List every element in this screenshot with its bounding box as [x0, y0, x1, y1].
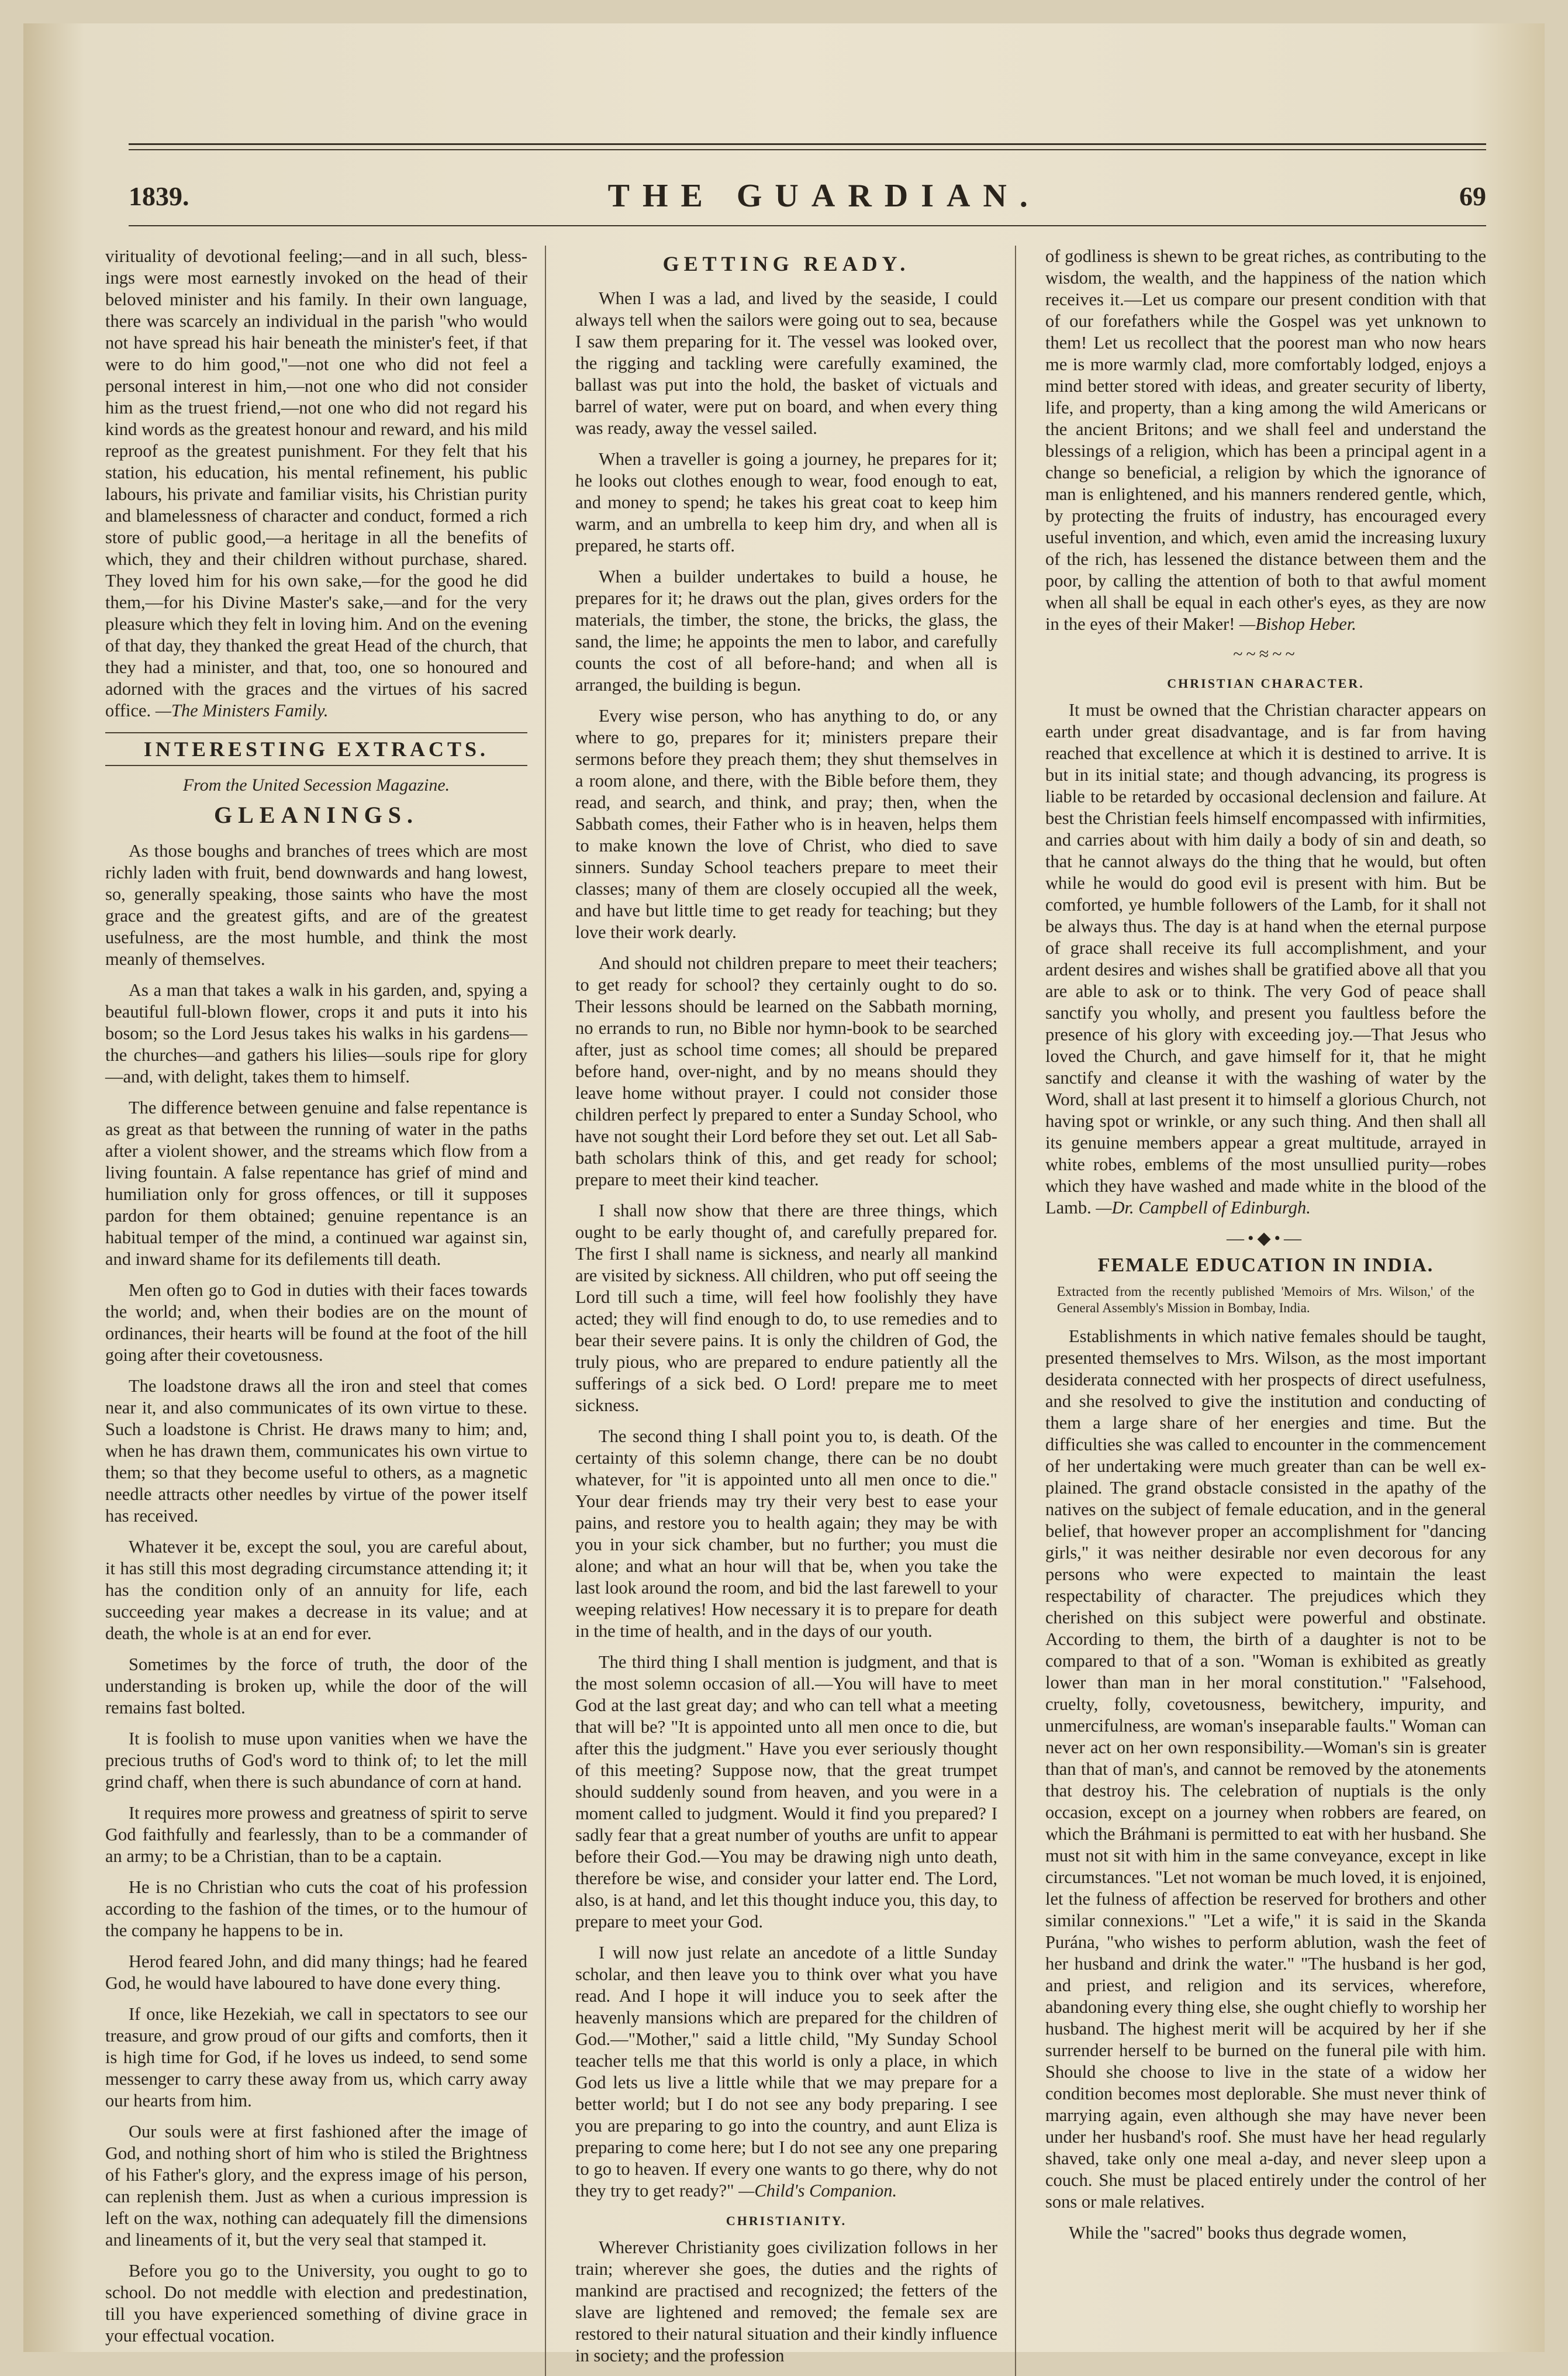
ornament-divider: ~~≈~~ [1233, 644, 1298, 664]
column-2 [575, 246, 1016, 2376]
header-year: 1839. [129, 181, 189, 211]
education-title: FEMALE EDUCATION IN INDIA. [1097, 1254, 1434, 1276]
gleaning-paragraph: If once, like Hezekiah, we call in spectators to see our treasure, and grow proud of our gifts and comforts, then it is high time for God, if he loves us indeed, to send some messenger to carry these away from us, which carry away our hearts from him. [105, 2004, 527, 2111]
column-1 [105, 246, 546, 2376]
header-rule-top-thin [129, 149, 1486, 150]
getting-ready-title: GETTING READY. [662, 252, 910, 275]
column-3 [1045, 246, 1486, 2376]
article-paragraph: The third thing I shall mention is judgment, and that is the most solemn occasion of all.—You will have to meet God at the last great day; and who can tell what a meeting that will be? "It is appointed unto all men once to die, but after this the judgment." Have you ever seriously thought of this meeting? Suppose now, that the great trumpet should suddenly sound from heaven, and you were in a moment called to judgment. Would it find you prepared? I sadly fear that a great number of youths are unfit to appear before their God.—You may be drawing nigh unto death, therefore be wise, and consider your latter end. The Lord, also, is at hand, and let this thought induce you, this day, to prepare to meet your God. [575, 1652, 997, 1932]
gleaning-paragraph: The difference between genuine and false repentance is as great as that between the running of water in the paths after a violent shower, and the streams which flow from a living fountain. A false repentance has grief of mind and humiliation only for gross offences, or till it supposes pardon for them obtained; genuine repentance is an habitual temper of the mind, a continued war against sin, and inward shame for its defilements till death. [105, 1098, 527, 1269]
article-paragraph: When I was a lad, and lived by the seaside, I could always tell when the sailors were going out to sea, because I saw them preparing for it. The vessel was looked over, the rigging and tackling were carefully examined, the ballast was put into the hold, the basket of victuals and barrel of water, were put on board, and when every thing was ready, away the vessel sailed. [575, 288, 997, 438]
article-paragraph: And should not children prepare to meet their teachers; to get ready for school? they certainly ought to do so. Their lessons should be learned on the Sabbath morning, no errands to run, no Bible nor hymn-book to be searched after, just as school time comes; all should be prepared before hand, over-night, and by no means should they leave home without prayer. I could not consider those children perfect ly prepared to enter a Sunday School, who have not sought their Lord before they set out. Let all Sabbath scholars think of this, and get ready for school; prepare to meet their kind teacher. [575, 953, 997, 1189]
anecdote-attribution: —Child's Companion. [738, 2181, 897, 2201]
columns [105, 246, 1486, 2365]
gleanings-title: GLEANINGS. [213, 802, 419, 828]
character-heading: CHRISTIAN CHARACTER. [1167, 676, 1365, 691]
character-text: It must be owned that the Christian character appears on earth under great disadvantage, and is far from having reached that excellence at which it is destined to arrive. It is but in its initial state; and though advancing, its progress is liable to be retarded by occasional declension and failure. At best the Christian feels himself encompassed with infirmities, and carries about with him daily a body of sin and death, so that he cannot always do the thing that he would, but often while he would do good evil is present with him. But be comforted, ye humble followers of the Lamb, for it shall not be always thus. The day is at hand when the eternal purpose of grace shall receive its full accomplishment, and your ardent desires and wishes shall be gratified above all that you are able to ask or to think. The very God of peace shall sanctify you wholly, and present you faultless before the presence of his glory with exceeding joy.—That Jesus who loved the Church, and gave himself for it, that he might sanctify and cleanse it with the washing of water by the Word, shall at last present it to himself a glorious Church, not having spot or wrinkle, or any such thing. And then shall all its genuine members appear a great multitude, arrayed in white robes, emblems of the most unsullied purity—robes which they have washed and made white in the blood of the Lamb. [1045, 700, 1486, 1218]
header-page-number: 69 [1459, 181, 1486, 211]
article-paragraph-last [575, 1942, 997, 2202]
header-rule-bottom [129, 225, 1486, 226]
gleaning-paragraph: Men often go to God in duties with their faces towards the world; and, when their bodies are on the mount of ordinances, their hearts will be found at the foot of the hill going after their covetousness. [105, 1280, 527, 1365]
header-rule-top [129, 143, 1486, 145]
gleaning-paragraph: Before you go to the University, you ought to go to school. Do not meddle with election and predestination, till you have experienced something of divine grace in your effectual vocation. [105, 2261, 527, 2346]
ornament-divider-2: —•◆•— [1226, 1229, 1305, 1248]
gleaning-paragraph: Whatever it be, except the soul, you are careful about, it has still this most degrading circumstance attending it; it has the condition only of an annuity for life, each succeeding year makes a decrease in its value; and at death, the whole is at an end for ever. [105, 1537, 527, 1643]
gleaning-paragraph: Herod feared John, and did many things; had he feared God, he would have laboured to have done every thing. [105, 1951, 527, 1993]
character-paragraph [1045, 699, 1486, 1219]
article-paragraph: The second thing I shall point you to, is death. Of the certainty of this solemn change, there can be no doubt whatever, for "it is appointed unto all men once to die." Your dear friends may try their very best to ease your pains, and restore you to health again; they may be with you in your sick chamber, but no further; you must die alone; and what an hour will that be, when you take the last look around the room, and bid the last farewell to your weeping relatives! How necessary it is to prepare for death in the time of health, and in the days of our youth. [575, 1426, 997, 1641]
gleaning-paragraph: The loadstone draws all the iron and steel that comes near it, and also communicates of its own virtue to these. Such a loadstone is Christ. He draws many to him; and, when he has drawn them, communicates his own virtue to them; so that they become useful to others, as a magnetic needle attracts other needles by virtue of the power itself has received. [105, 1376, 527, 1526]
gleaning-paragraph: He is no Christian who cuts the coat of his profession according to the fashion of the times, or to the humour of the company he happens to be in. [105, 1877, 527, 1940]
newspaper-page [23, 23, 1545, 2365]
page-header [129, 173, 1486, 219]
christianity-heading: CHRISTIANITY. [726, 2213, 847, 2228]
article-paragraph: When a traveller is going a journey, he prepares for it; he looks out clothes enough to wear, food enough to eat, and money to spend; he takes his great coat to keep him warm, and an umbrella to keep him dry, and when all is prepared, he starts off. [575, 449, 997, 556]
education-paragraph: While the "sacred" books thus degrade women, [1069, 2223, 1407, 2243]
article-paragraph: When a builder undertakes to build a house, he prepares for it; he draws out the plan, gives orders for the materials, the timber, the stone, the bricks, the glass, the sand, the lime; he appoints the men to labor, and carefully counts the cost of all before-hand; and when all is arranged, the building is begun. [575, 567, 997, 695]
gleaning-paragraph: It requires more prowess and greatness of spirit to serve God faithfully and fearlessly, than to be a commander of an army; to be a Christian, than to be a captain. [105, 1803, 527, 1866]
education-note: Extracted from the recently published 'Memoirs of Mrs. Wilson,' of the General Assembly's Mission in Bombay, India. [1057, 1284, 1474, 1315]
godliness-text: of godliness is shewn to be great riches, as contributing to the wisdom, the wealth, and the happiness of the nation which receives it.—Let us compare our present condition with that of our forefathers while the Gospel was yet unknown to them! Let us recollect that the poorest man who now hears me is more warmly clad, more comfortably lodged, enjoys a mind better stored with ideas, and greater security of liberty, life, and property, than a king among the wild Americans or the ancient Britons; and we shall feel and understand the blessings of a religion, which has been a principal agent in a change so beneficial, a religion by which the ignorance of man is enlightened, and his manners rendered gentle, which, by protecting the fruits of industry, has encouraged every useful invention, and which, even amid the increasing luxury of the rich, has lessened the distance between them and the poor, by calling the attention of both to that awful moment when all shall be equal in each other's eyes, as they are now in the eyes of their Maker! [1045, 246, 1486, 634]
article-paragraph: I shall now show that there are three things, which ought to be early thought of, and carefully prepared for. The first I shall name is sickness, and nearly all mankind are visited by sickness. All children, who put off seeing the Lord till such a time, will feel how foolishly they have acted; they will find enough to do, to use remedies and to bear their severe pains. It is only the children of God, the truly pious, who are prepared to endure patiently all the sufferings of a sick bed. O Lord! prepare me to meet sickness. [575, 1201, 997, 1415]
gleanings-source: From the United Secession Magazine. [182, 775, 450, 795]
gleaning-paragraph: Our souls were at first fashioned after the image of God, and nothing short of him who is stiled the Brightness of his Father's glory, and the express image of his person, can replenish them. Just as when a curious impression is left on the wax, nothing can adequately fill the dimensions and lineaments of it, but the very seal that stamped it. [105, 2122, 527, 2250]
gleaning-paragraph: As a man that takes a walk in his garden, and, spying a beautiful full-blown flower, crops it and puts it into his bosom; so the Lord Jesus takes his walks in his gardens—the churches—and gathers his lilies—souls ripe for glory—and, with delight, takes them to himself. [105, 980, 527, 1087]
character-attribution: —Dr. Campbell of Edinburgh. [1096, 1198, 1311, 1218]
anecdote-text: I will now just relate an ancedote of a little Sunday scholar, and then leave you to think over what you have read. And I hope it will induce you to seek after the heavenly mansions which are prepared for the children of God.—"Mother," said a little child, "My Sunday School teacher tells me that this world is only a place, in which God lets us live a little while that we may prepare for a better world; but I do not see any body preparing. I see you are preparing to go into the country, and aunt Eliza is preparing to come here; but I do not see any one preparing to go to heaven. If every one wants to go there, why do not they try to get ready?" [575, 1943, 997, 2201]
godliness-paragraph [1045, 246, 1486, 635]
gleaning-paragraph: It is foolish to muse upon vanities when we have the precious truths of God's word to think of; to let the mill grind chaff, when there is such abundance of corn at hand. [105, 1729, 527, 1792]
gleaning-paragraph: Sometimes by the force of truth, the door of the understanding is broken up, while the door of the will remains fast bolted. [105, 1654, 527, 1718]
section-heading-extracts: INTERESTING EXTRACTS. [105, 732, 527, 766]
header-title: THE GUARDIAN. [607, 178, 1041, 214]
article-paragraph: Every wise person, who has anything to do, or any where to go, prepares for it; ministers prepare their sermons before they preach them; they shut themselves in a room alone, and there, with the Bible before them, they read, and search, and think, and pray; then, when the Sabbath comes, their Father who is in heaven, helps them to make known the love of Christ, who died to save sinners. Sunday School teachers prepare to meet their classes; many of them are closely occupied all the week, and have but little time to get ready for teaching; but they love their work dearly. [575, 706, 997, 942]
gleaning-paragraph: As those boughs and branches of trees which are most richly laden with fruit, bend downwards and hang lowest, so, generally speaking, those saints who have the most grace and the greatest gifts, and are of the greatest usefulness, are the most humble, and think the most meanly of themselves. [105, 841, 527, 969]
intro-attribution: —The Ministers Family. [155, 701, 329, 720]
godliness-attribution: —Bishop Heber. [1239, 614, 1356, 634]
christianity-paragraph: Wherever Christianity goes civilization follows in her train; wherever she goes, the duties and the rights of mankind are practised and recognized; the fetters of the slave are lightened and removed; the female sex are restored to their natural situation and their kindly influence in society; and the profession [575, 2237, 997, 2365]
education-paragraph: Establishments in which native females should be taught, presented themselves to Mrs. Wilson, as the most important desiderata connected with her prospects of direct usefulness, and she resolved to give the institution and conducting of them a large share of her energies and time. But the difficulties she was called to encounter in the commencement of her undertaking were much greater than can be well explained. The grand obstacle consisted in the apathy of the natives on the subject of female education, and in the general belief, that however proper an accomplishment for "dancing girls," it was neither desirable nor even decorous for any persons who were expected to maintain the least respectability of character. The prejudices which they cherished on this subject were powerful and obstinate. According to them, the birth of a daughter is not to be compared to that of a son. "Woman is exhibited as greatly lower than man in her moral constitution." "Falsehood, cruelty, folly, covetousness, bewitchery, impurity, and unmercifulness, are woman's inseparable faults." Woman can never act on her own responsibility.—Woman's sin is greater than that of man's, and cannot be removed by the atonements that destroy his. The celebration of nuptials is the only occasion, except on a journey when robbers are feared, on which the Bráhmani is permitted to eat with her husband. She must not sit with him in the same conveyance, except in like circumstances. "Let not woman be much loved, it is enjoined, let the fulness of affection be reserved for brothers and other similar connexions." "Let a wife," it is said in the Skanda Purána, "who wishes to perform ablution, wash the feet of her husband and drink the water." "The husband is her god, and priest, and religion and its services, wherefore, abandoning every thing else, she ought chiefly to worship her husband. The highest merit will be acquired by her if she surrender herself to be burned on the funeral pile with him. Should she choose to live in the state of a widow her condition becomes most deplorable. She must never think of marrying again, even although she may have never been under her husband's roof. She must have her head regularly shaved, take only one meal a-day, and never sleep upon a couch. She must be placed entirely under the control of her sons or male relatives. [1045, 1326, 1486, 2212]
intro-text: virituality of devotional feeling;—and in all such, blessings were most earnestly invoked on the head of their beloved minister and his family. In their own language, there was scarcely an individual in the parish "who would not have spread his hair beneath the minister's feet, if that were to do him good,"—not one who did not feel a personal interest in him,—not one who did not consider him as the truest friend,—not one who did not regard his kind words as the greatest honour and reward, and his mild reproof as the greatest punishment. For they felt that his station, his education, his mental refinement, his public labours, his private and familiar visits, his Christian purity and blamelessness of character and conduct, formed a rich store of public good,—a heritage in all the benefits of which, they and their children without purchase, shared. They loved him for his own sake,—for the good he did them,—for his Divine Master's sake,—and for the very pleasure which they felt in loving him. And on the evening of that day, they thanked the great Head of the church, that they had a minister, and that, too, one so honoured and adorned with the graces and the virtues of his sacred office. [105, 246, 527, 720]
intro-paragraph [105, 246, 527, 722]
